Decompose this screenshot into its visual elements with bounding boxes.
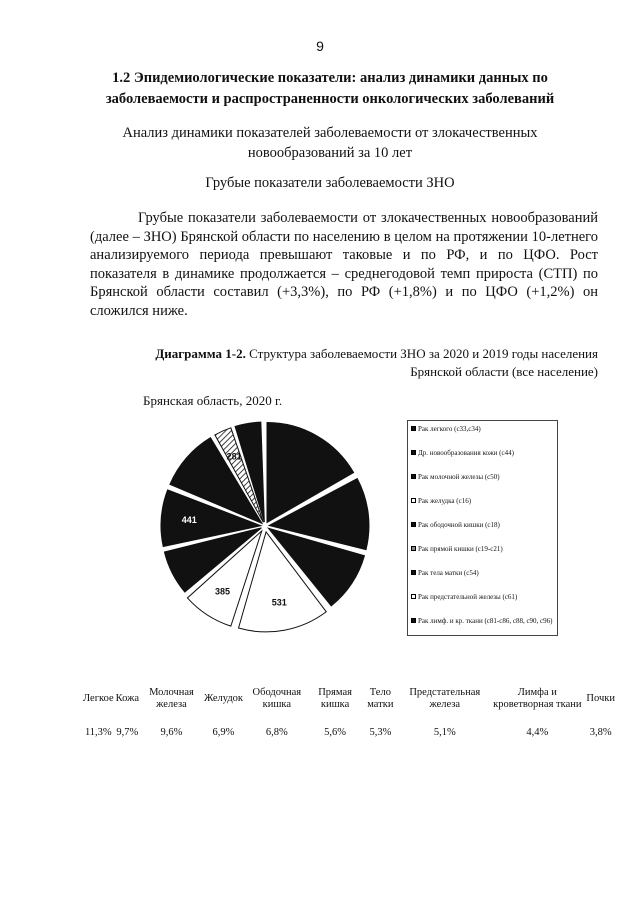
legend-label: Рак легкого (с33,с34): [418, 425, 481, 433]
legend-item: [411, 521, 554, 545]
legend-swatch: [411, 618, 416, 623]
diagram-caption-label: Диаграмма 1-2.: [155, 346, 246, 361]
pie-slices: [161, 422, 369, 632]
table-header-cell: Ободочная кишка: [252, 687, 302, 710]
legend-swatch: [411, 546, 416, 551]
legend-swatch: [411, 594, 416, 599]
table-value-cell: 5,3%: [369, 726, 392, 738]
legend-swatch: [411, 474, 416, 479]
table-header-cell: Легкое: [83, 693, 114, 704]
legend-item: [411, 617, 554, 643]
table-value-cell: 6,9%: [212, 726, 235, 738]
table-header-cell: Предстательная железа: [409, 687, 481, 710]
legend-item: [411, 473, 554, 497]
subtitle-analysis: Анализ динамики показателей заболеваемости от злокачественных новообразований за 10 лет: [122, 125, 538, 161]
table-value-cell: 4,4%: [526, 726, 549, 738]
table-header-cell: Желудок: [203, 693, 244, 704]
legend-item: [411, 569, 554, 593]
chart-title: Брянская область, 2020 г.: [143, 393, 283, 408]
structure-table: [82, 674, 616, 740]
table-header-cell: Почки: [586, 693, 615, 704]
table-value-cell: 9,6%: [160, 726, 183, 738]
table-header-cell: Прямая кишка: [318, 687, 352, 710]
legend-item: [411, 449, 554, 473]
pie-slice-value-label: 531: [271, 597, 287, 608]
table-value-cell: 5,1%: [433, 726, 456, 738]
legend-label: Рак желудка (с16): [418, 497, 472, 505]
pie-slice-value-label: 441: [181, 515, 197, 526]
table-header-cell: Кожа: [115, 693, 140, 704]
page-number: 9: [316, 38, 324, 54]
legend-label: Др. новообразования кожи (с44): [418, 449, 514, 457]
legend-swatch: [411, 570, 416, 575]
pie-chart: [155, 416, 375, 636]
legend-label: Рак молочной железы (с50): [418, 473, 500, 481]
legend-label: Рак ободочной кишки (с18): [418, 521, 500, 529]
diagram-caption-text: Структура заболеваемости ЗНО за 2020 и 2019 годы населения Брянской области (все население): [245, 346, 598, 379]
legend-item: [411, 545, 554, 569]
section-title: 1.2 Эпидемиологические показатели: анализ динамики данных по заболеваемости и распространенности онкологических заболеваний: [105, 70, 555, 107]
table-header-cell: Молочная железа: [149, 687, 194, 710]
legend-item: [411, 593, 554, 617]
subtitle-crude-rates: Грубые показатели заболеваемости ЗНО: [205, 175, 455, 191]
legend-item: [411, 425, 554, 449]
diagram-caption: [150, 345, 598, 381]
table-value-cell: 6,8%: [265, 726, 288, 738]
legend-label: Рак прямой кишки (с19-с21): [418, 545, 503, 553]
table-header-cell: Лимфа и кроветворная ткани: [493, 687, 582, 710]
table-header-cell: Тело матки: [367, 687, 394, 710]
pie-slice-value-label: 385: [215, 586, 231, 597]
table-value-cell: 9,7%: [116, 726, 139, 738]
table-value-cell: 11,3%: [84, 726, 112, 738]
legend-swatch: [411, 426, 416, 431]
legend-label: Рак предстательной железы (с61): [418, 593, 518, 601]
table-header-row: [82, 674, 616, 724]
legend-label: Рак тела матки (с54): [418, 569, 479, 577]
legend-swatch: [411, 450, 416, 455]
pie-slice-value-label: 281: [226, 451, 242, 462]
table-values-row: [82, 724, 616, 740]
body-paragraph: Грубые показатели заболеваемости от злокачественных новообразований (далее – ЗНО) Брянской области по населению в целом на протяжении 10-летнего анализируемого периода превышают таковые и по РФ, и по ЦФО. Рост показателя в динамике продолжается – среднегодовой темп прироста (СТП) по Брянской области составил (+3,3%), по РФ (+1,8%) и по ЦФО (+1,2%) он сложился ниже.: [90, 210, 598, 319]
legend-label: Рак лимф. и кр. ткани (с81-с86, с88, с90, с96): [418, 617, 553, 625]
chart-legend: [407, 420, 558, 636]
legend-item: [411, 497, 554, 521]
legend-swatch: [411, 498, 416, 503]
table-value-cell: 5,6%: [324, 726, 346, 738]
legend-swatch: [411, 522, 416, 527]
table-value-cell: 3,8%: [589, 726, 612, 738]
